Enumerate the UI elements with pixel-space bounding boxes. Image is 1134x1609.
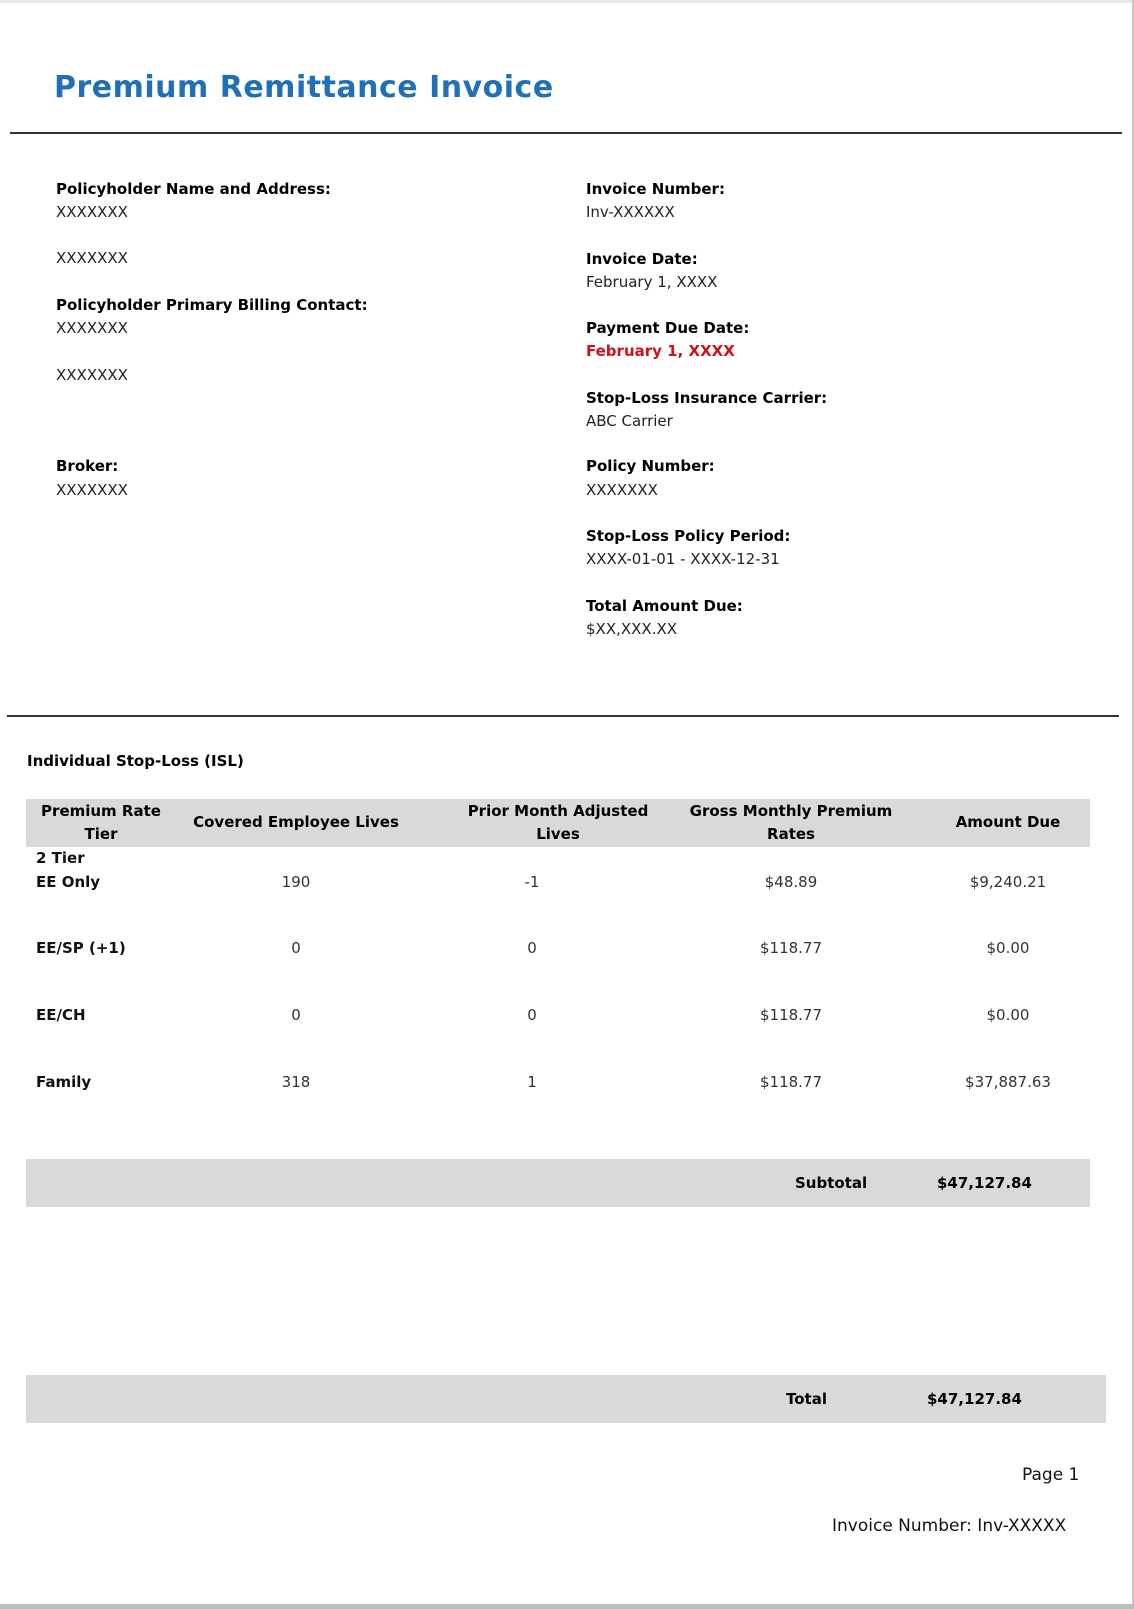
subtotal-bar xyxy=(26,1159,1090,1207)
row-rate: $48.89 xyxy=(764,873,818,891)
total-bar xyxy=(26,1375,1106,1423)
header-prior-line1: Prior Month Adjusted xyxy=(467,802,649,820)
policyholder-label: Policyholder Name and Address: xyxy=(56,180,331,198)
header-prior xyxy=(438,800,678,846)
invoice-number-value: Inv-XXXXXX xyxy=(586,203,675,221)
row-rate: $118.77 xyxy=(759,939,823,957)
invoice-number-label: Invoice Number: xyxy=(586,180,725,198)
row-amount: $37,887.63 xyxy=(965,1073,1051,1091)
billing-contact-line1: XXXXXXX xyxy=(56,319,128,337)
invoice-date-label: Invoice Date: xyxy=(586,250,698,268)
page-title: Premium Remittance Invoice xyxy=(54,70,554,105)
header-tier-line1: Premium Rate xyxy=(41,802,161,820)
header-lives: Covered Employee Lives xyxy=(193,813,399,831)
total-value: $47,127.84 xyxy=(927,1390,1022,1408)
due-date-label: Payment Due Date: xyxy=(586,319,750,337)
policyholder-line1: XXXXXXX xyxy=(56,203,128,221)
row-amount: $0.00 xyxy=(986,1006,1030,1024)
row-amount: $9,240.21 xyxy=(969,873,1047,891)
carrier-value: ABC Carrier xyxy=(586,412,673,430)
row-tier: EE/SP (+1) xyxy=(36,939,126,957)
row-prior: 0 xyxy=(527,939,537,957)
row-rate: $118.77 xyxy=(759,1073,823,1091)
total-label: Total xyxy=(786,1390,827,1408)
page-edge-bottom xyxy=(0,1604,1134,1609)
policy-period-value: XXXX-01-01 - XXXX-12-31 xyxy=(586,550,780,568)
row-rate: $118.77 xyxy=(759,1006,823,1024)
row-amount: $0.00 xyxy=(986,939,1030,957)
policyholder-line2: XXXXXXX xyxy=(56,249,128,267)
policy-number-value: XXXXXXX xyxy=(586,481,658,499)
row-lives: 318 xyxy=(281,1073,311,1091)
total-due-label: Total Amount Due: xyxy=(586,597,743,615)
header-prior-line2: Lives xyxy=(536,825,580,843)
row-lives: 0 xyxy=(291,1006,301,1024)
row-lives: 0 xyxy=(291,939,301,957)
row-tier: EE/CH xyxy=(36,1006,86,1024)
section-divider xyxy=(7,715,1119,717)
due-date-value: February 1, XXXX xyxy=(586,342,735,360)
header-rates xyxy=(646,800,936,846)
header-divider xyxy=(10,132,1122,134)
row-prior: -1 xyxy=(524,873,540,891)
carrier-label: Stop-Loss Insurance Carrier: xyxy=(586,389,828,407)
page-edge-top xyxy=(0,0,1134,3)
row-tier: Family xyxy=(36,1073,92,1091)
row-prior: 0 xyxy=(527,1006,537,1024)
broker-value: XXXXXXX xyxy=(56,481,128,499)
header-rates-line1: Gross Monthly Premium xyxy=(689,802,893,820)
subtotal-value: $47,127.84 xyxy=(937,1174,1032,1192)
page-number: Page 1 xyxy=(1022,1465,1080,1485)
header-rates-line2: Rates xyxy=(767,825,815,843)
header-amount: Amount Due xyxy=(955,813,1061,831)
tier-group-label: 2 Tier xyxy=(36,849,85,867)
invoice-date-value: February 1, XXXX xyxy=(586,273,718,291)
billing-contact-line2: XXXXXXX xyxy=(56,366,128,384)
footer-invoice-number: Invoice Number: Inv-XXXXX xyxy=(832,1516,1067,1536)
header-tier xyxy=(26,800,176,846)
policy-period-label: Stop-Loss Policy Period: xyxy=(586,527,791,545)
row-prior: 1 xyxy=(527,1073,537,1091)
row-lives: 190 xyxy=(281,873,311,891)
policy-number-label: Policy Number: xyxy=(586,457,715,475)
section-title: Individual Stop-Loss (ISL) xyxy=(27,752,244,770)
table-header xyxy=(26,799,1090,847)
total-due-value: $XX,XXX.XX xyxy=(586,620,678,638)
billing-contact-label: Policyholder Primary Billing Contact: xyxy=(56,296,368,314)
broker-label: Broker: xyxy=(56,457,119,475)
row-tier: EE Only xyxy=(36,873,101,891)
subtotal-label: Subtotal xyxy=(795,1174,868,1192)
header-tier-line2: Tier xyxy=(84,825,118,843)
